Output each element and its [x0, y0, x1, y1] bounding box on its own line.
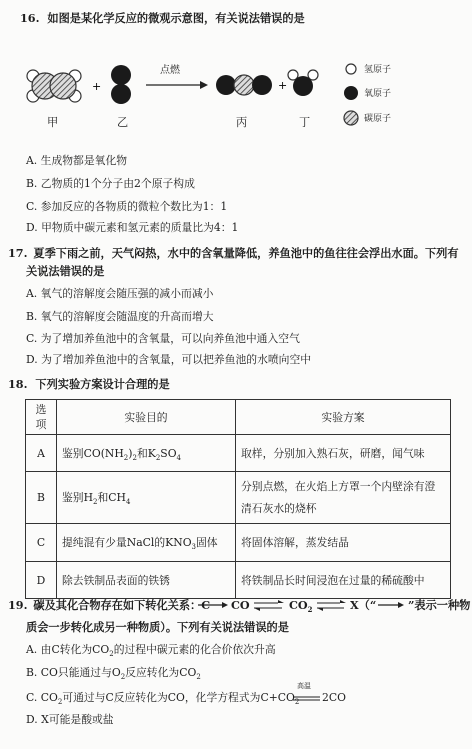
table-header-row — [26, 400, 451, 435]
legend-carbon: 碳原子 — [364, 114, 392, 124]
table-row — [26, 435, 451, 472]
label-ding: 丁 — [299, 116, 311, 129]
label-yi: 乙 — [117, 116, 129, 129]
q16-option-b: B. 乙物质的1个分子由2个原子构成 — [26, 177, 195, 190]
equation-condition: 高温 — [297, 682, 311, 690]
q17-option-a: A. 氧气的溶解度会随压强的减小而减小 — [26, 287, 214, 300]
row-purpose: 除去铁制品表面的铁锈 — [57, 562, 236, 599]
molecule-yi — [111, 65, 131, 104]
q18-stem: 下列实验方案设计合理的是 — [35, 377, 170, 391]
q19-number: 19. — [8, 598, 28, 612]
q19-stem-part1: 碳及其化合物存在如下转化关系：C — [33, 598, 211, 612]
q19-option-c: C. $CO_2$可通过与C反应转化为CO，化学方程式为$C+CO_2$ — [26, 691, 300, 707]
q16-number: 16. — [20, 11, 40, 25]
row-plan: 将铁制品长时间浸泡在过量的稀硫酸中 — [236, 562, 451, 599]
header-plan: 实验方案 — [236, 400, 451, 435]
table-row — [26, 562, 451, 599]
filled-circle-icon — [344, 86, 358, 100]
q19-option-a: A. 由C转化为$CO_2$的过程中碳元素的化合价依次升高 — [26, 643, 276, 659]
q18-number: 18. — [8, 377, 28, 391]
row-letter: D — [26, 562, 57, 599]
q16-option-a: A. 生成物都是氧化物 — [26, 154, 128, 167]
chain-co: CO — [231, 598, 250, 612]
q17-number: 17. — [8, 246, 28, 260]
label-bing: 丙 — [236, 116, 248, 129]
header-option: 选项 — [26, 400, 57, 435]
q19-stem-part2: ”表示一种物 — [408, 598, 471, 612]
row-purpose: 鉴别$CO(NH_2)_2$和$K_2SO_4$ — [57, 435, 236, 472]
q16-option-c: C. 参加反应的各物质的微粒个数比为1：1 — [26, 200, 228, 213]
q17-stem-line1: 夏季下雨之前，天气闷热，水中的含氧量降低，养鱼池中的鱼往往会浮出水面。下列有 — [33, 246, 459, 260]
row-plan-line2: 清石灰水的烧杯 — [241, 501, 317, 515]
q19-stem-line1 — [8, 598, 210, 612]
chain-x: X（“ — [350, 598, 377, 612]
equation-product: 2CO — [322, 691, 346, 704]
molecule-jia — [27, 70, 81, 102]
row-letter: B — [26, 472, 57, 524]
row-letter: A — [26, 435, 57, 472]
q16-option-d: D. 甲物质中碳元素和氢元素的质量比为4：1 — [26, 221, 239, 234]
experiment-table — [25, 399, 451, 599]
q17-stem-line2: 关说法错误的是 — [26, 264, 105, 278]
arrow-label: 点燃 — [160, 65, 180, 76]
row-purpose: 提纯混有少量NaCl的$KNO_3$固体 — [57, 524, 236, 562]
q17-option-c: C. 为了增加养鱼池中的含氧量，可以向养鱼池中通入空气 — [26, 332, 300, 345]
legend-oxygen: 氧原子 — [364, 89, 392, 99]
q17-option-d: D. 为了增加养鱼池中的含氧量，可以把养鱼池的水喷向空中 — [26, 353, 312, 366]
row-letter: C — [26, 524, 57, 562]
hatched-circle-icon — [344, 111, 358, 125]
open-circle-icon — [346, 64, 356, 74]
q19-stem-line2: 质会一步转化成另一种物质）。下列有关说法错误的是 — [26, 620, 289, 634]
label-jia: 甲 — [47, 116, 59, 129]
header-purpose: 实验目的 — [57, 400, 236, 435]
row-plan — [236, 472, 451, 524]
row-plan: 将固体溶解，蒸发结晶 — [236, 524, 451, 562]
q19-option-d: D. X可能是酸或盐 — [26, 713, 114, 726]
plus-sign-2: + — [278, 79, 288, 92]
table-row — [26, 472, 451, 524]
q19-option-b: B. CO只能通过与$O_2$反应转化为$CO_2$ — [26, 666, 201, 682]
row-purpose: 鉴别$H_2$和$CH_4$ — [57, 472, 236, 524]
legend-hydrogen: 氢原子 — [364, 65, 392, 75]
plus-sign-1: + — [92, 80, 102, 93]
molecule-ding — [288, 70, 318, 96]
row-plan: 取样，分别加入熟石灰，研磨，闻气味 — [236, 435, 451, 472]
molecule-bing — [216, 75, 272, 95]
q17-option-b: B. 氧气的溶解度会随温度的升高而增大 — [26, 310, 214, 323]
q16-stem: 如图是某化学反应的微观示意图，有关说法错误的是 — [47, 11, 305, 25]
row-plan-line1: 分别点燃，在火焰上方罩一个内壁涂有澄 — [241, 479, 436, 493]
chain-co2: $CO_2$ — [289, 598, 313, 615]
table-row — [26, 524, 451, 562]
